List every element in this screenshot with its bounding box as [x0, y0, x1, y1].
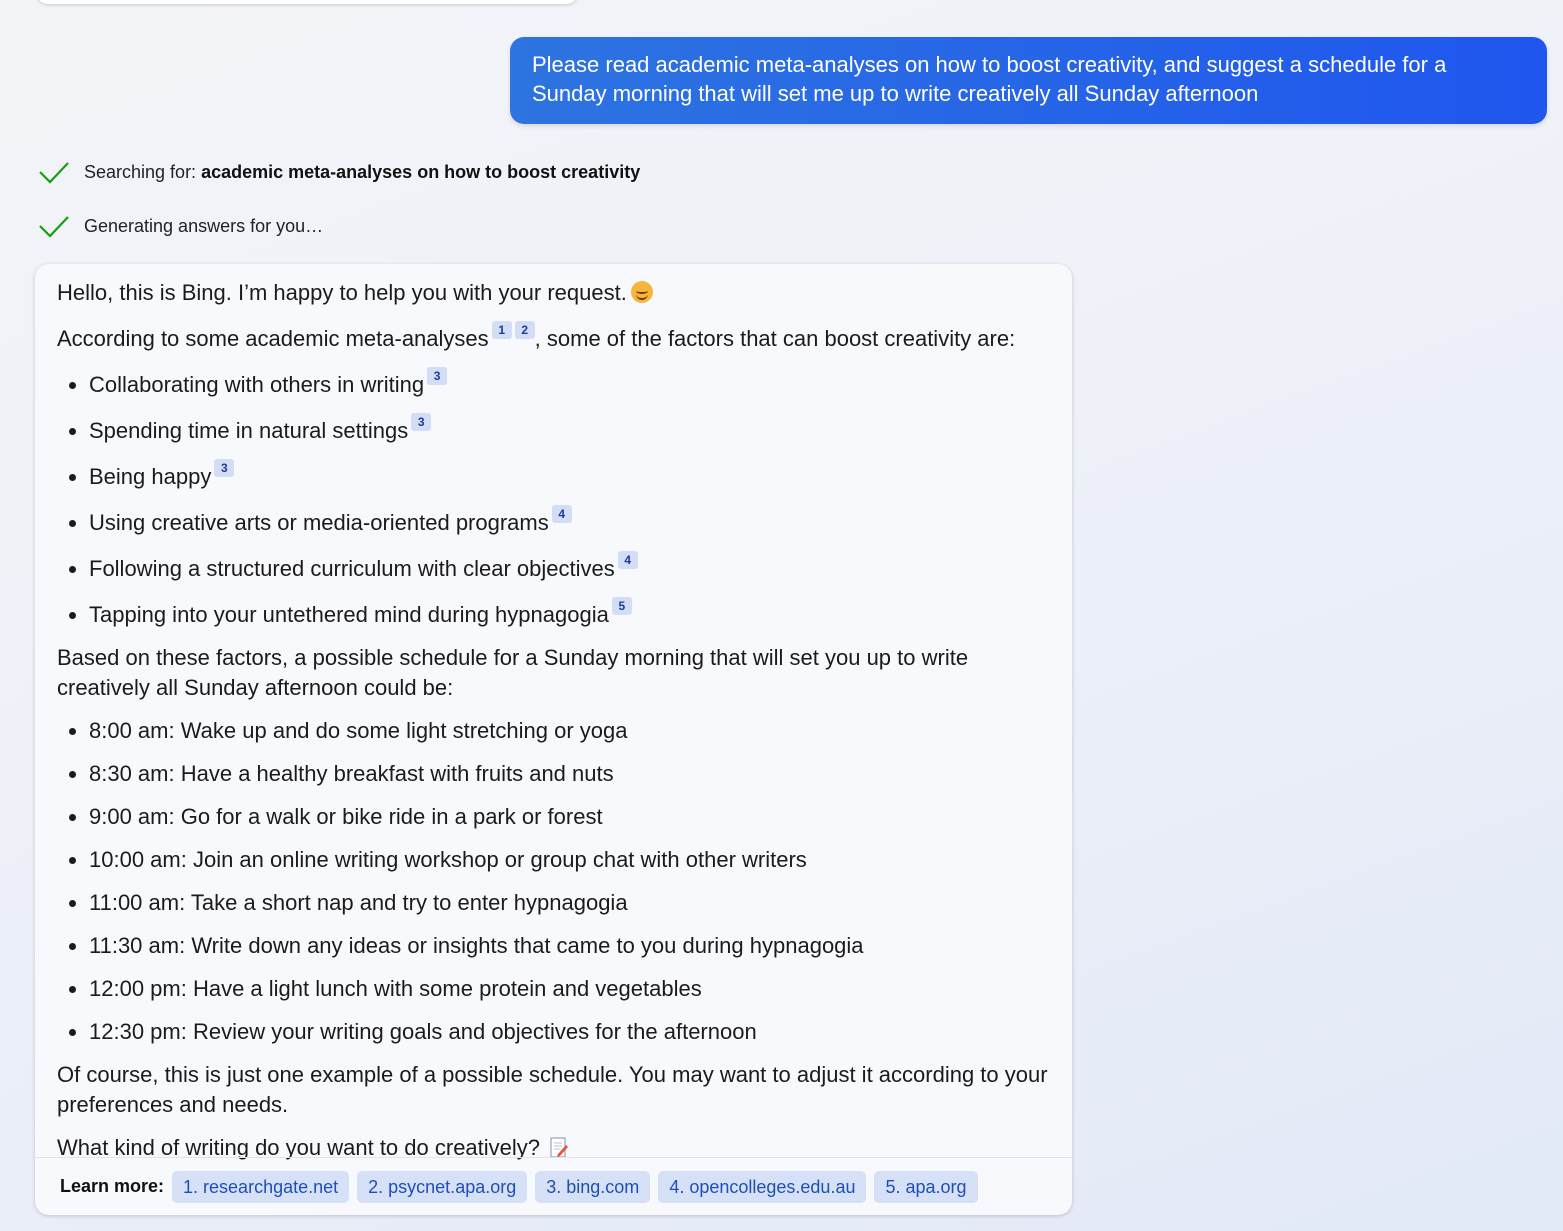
- factor-text: Following a structured curriculum with clear objectives: [89, 556, 615, 581]
- source-link-bing[interactable]: 3. bing.com: [535, 1171, 650, 1203]
- closing-paragraph: Of course, this is just one example of a possible schedule. You may want to adjust it according to your preferences and needs.: [57, 1062, 1048, 1117]
- factors-list: [57, 367, 1050, 630]
- checkmark-icon: [38, 160, 70, 184]
- source-link-opencolleges[interactable]: 4. opencolleges.edu.au: [658, 1171, 866, 1203]
- list-item: [89, 597, 1050, 630]
- user-message-bubble: [510, 37, 1547, 124]
- searching-query: academic meta-analyses on how to boost creativity: [201, 161, 641, 182]
- schedule-intro-paragraph: Based on these factors, a possible schedule for a Sunday morning that will set you up to write creatively all Sunday afternoon could be:: [57, 645, 969, 700]
- generating-status: [38, 214, 323, 238]
- list-item: [89, 413, 1050, 446]
- source-link-apa[interactable]: 5. apa.org: [874, 1171, 977, 1203]
- citation-link[interactable]: 3: [427, 367, 447, 385]
- bing-answer-card: [35, 264, 1072, 1215]
- checkmark-icon: [38, 214, 70, 238]
- greeting-paragraph: [57, 278, 1050, 308]
- intro-paragraph: [57, 321, 1050, 354]
- factor-text: Being happy: [89, 464, 212, 489]
- generating-label: Generating answers for you…: [84, 215, 324, 236]
- list-item: • 9:00 am: Go for a walk or bike ride in a park or forest: [89, 802, 1050, 832]
- learn-more-bar: [35, 1157, 1072, 1215]
- factor-text: Collaborating with others in writing: [89, 372, 425, 397]
- list-item: • 12:00 pm: Have a light lunch with some protein and vegetables: [89, 974, 1050, 1004]
- source-link-researchgate[interactable]: 1. researchgate.net: [172, 1171, 349, 1203]
- list-item: • 8:30 am: Have a healthy breakfast with fruits and nuts: [89, 759, 1050, 789]
- smiling-face-icon: [631, 281, 653, 303]
- intro-text: According to some academic meta-analyses: [57, 326, 489, 351]
- list-item: [89, 505, 1050, 538]
- citation-link-1[interactable]: 1: [492, 321, 512, 339]
- list-item: • 12:30 pm: Review your writing goals and objectives for the afternoon: [89, 1017, 1050, 1047]
- list-item: • 11:30 am: Write down any ideas or insights that came to you during hypnagogia: [89, 931, 1050, 961]
- list-item: • 11:00 am: Take a short nap and try to enter hypnagogia: [89, 888, 1050, 918]
- searching-status: [38, 160, 640, 184]
- list-item: [89, 367, 1050, 400]
- citation-link[interactable]: 3: [214, 459, 234, 477]
- memo-icon: [550, 1137, 568, 1159]
- user-message-text: Please read academic meta-analyses on how to boost creativity, and suggest a schedule for a Sunday morning that will set me up to write creatively all Sunday afternoon: [532, 52, 1447, 106]
- intro-text-after: , some of the factors that can boost creativity are:: [534, 326, 1016, 351]
- citation-link-2[interactable]: 2: [515, 321, 535, 339]
- citation-link[interactable]: 3: [411, 413, 431, 431]
- greeting-text: Hello, this is Bing. I’m happy to help you with your request.: [57, 280, 627, 305]
- factor-text: Spending time in natural settings: [89, 418, 409, 443]
- previous-card-edge: [36, 0, 578, 4]
- factor-text: Tapping into your untethered mind during hypnagogia: [89, 602, 609, 627]
- learn-more-label: Learn more:: [60, 1176, 165, 1196]
- list-item: [89, 459, 1050, 492]
- list-item: • 8:00 am: Wake up and do some light stretching or yoga: [89, 716, 1050, 746]
- schedule-list: [57, 716, 1050, 1047]
- searching-label: Searching for:: [84, 161, 202, 182]
- factor-text: Using creative arts or media-oriented programs: [89, 510, 549, 535]
- citation-link[interactable]: 4: [618, 551, 638, 569]
- citation-link[interactable]: 4: [552, 505, 572, 523]
- source-link-psycnet[interactable]: 2. psycnet.apa.org: [357, 1171, 527, 1203]
- list-item: • 10:00 am: Join an online writing workshop or group chat with other writers: [89, 845, 1050, 875]
- citation-link[interactable]: 5: [612, 597, 632, 615]
- question-text: What kind of writing do you want to do creatively?: [57, 1135, 541, 1160]
- list-item: [89, 551, 1050, 584]
